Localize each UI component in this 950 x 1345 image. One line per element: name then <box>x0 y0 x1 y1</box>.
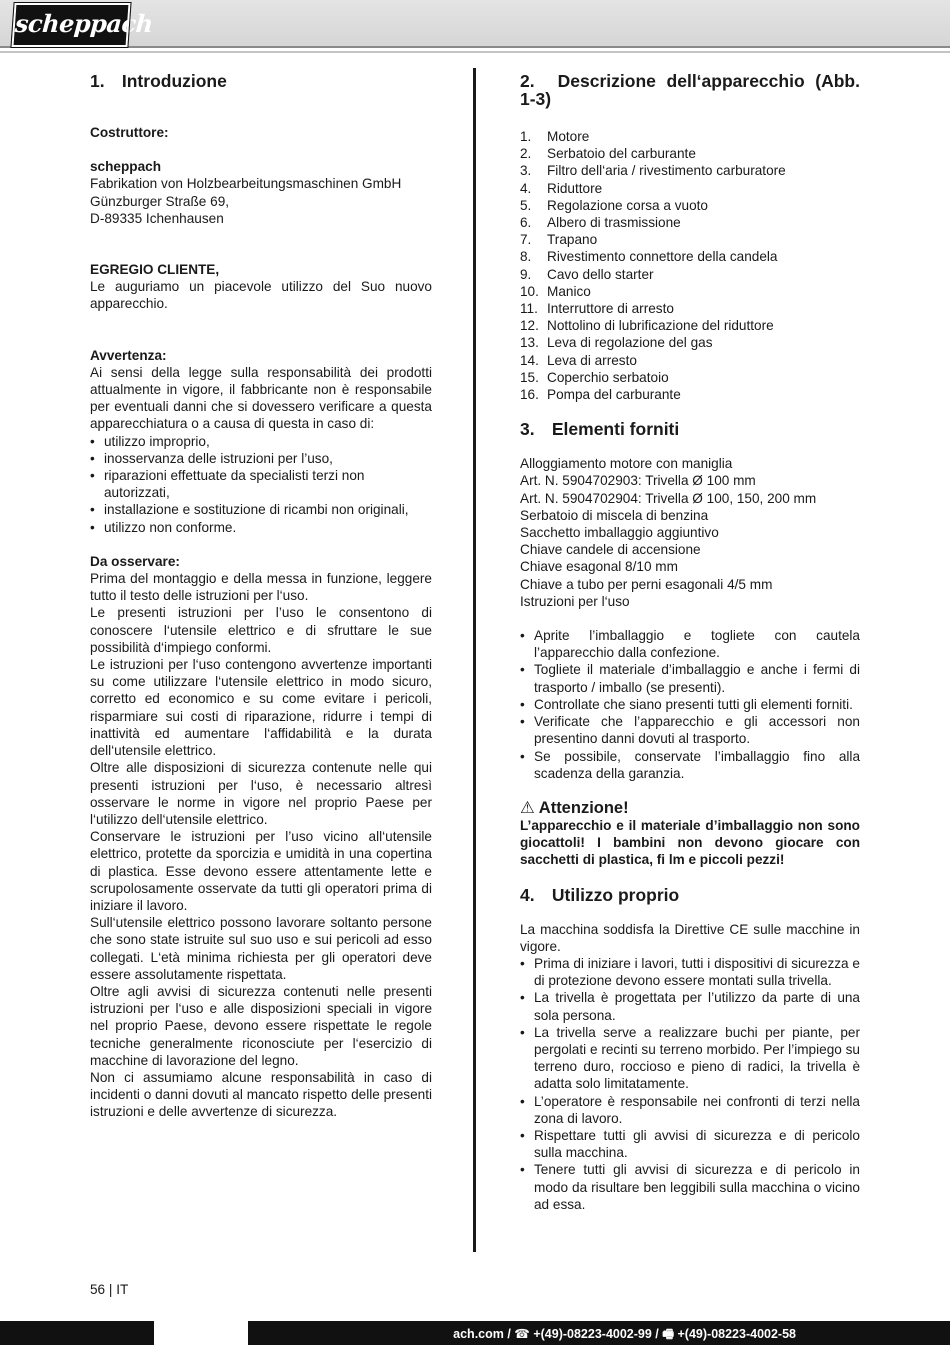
right-column <box>520 72 860 1213</box>
manufacturer-label: Costruttore: <box>90 125 169 140</box>
item-number: 3. <box>520 163 532 179</box>
section-number: 1. <box>90 71 105 91</box>
section-number: 3. <box>520 419 535 440</box>
section-introduction-heading <box>90 72 432 90</box>
warning-list <box>90 433 432 536</box>
list-item <box>520 386 860 403</box>
dear-customer-text: Le auguriamo un piacevole utilizzo del Suo nuovo apparecchio. <box>90 279 432 312</box>
observe-paragraph: Non ci assumiamo alcune responsabilità in caso di incidenti o danni dovuti al mancato rispetto delle presenti istruzioni e delle avvertenze di sicurezza. <box>90 1069 432 1120</box>
observe-paragraph: Prima del montaggio e della messa in funzione, leggere tutto il testo delle istruzioni per l‘uso. <box>90 571 432 604</box>
item-label: Rivestimento connettore della candela <box>547 249 778 265</box>
list-item <box>520 248 860 265</box>
item-label: Pompa del carburante <box>547 387 681 403</box>
section-description-heading <box>520 72 860 108</box>
item-label: Nottolino di lubrificazione del riduttore <box>547 318 774 334</box>
list-item: • L’operatore è responsabile nei confronti di terzi nella zona di lavoro. <box>520 1093 860 1127</box>
address-line: Günzburger Straße 69, <box>90 193 230 209</box>
list-item <box>520 162 860 179</box>
item-label: Interruttore di arresto <box>547 301 674 317</box>
left-column <box>90 72 432 1121</box>
item-number: 15. <box>520 369 539 385</box>
item-label: Coperchio serbatoio <box>547 369 669 385</box>
list-item: • Togliete il materiale d’imballaggio e anche i fermi di trasporto / imballo (se presenti). <box>520 661 860 695</box>
item-label: Regolazione corsa a vuoto <box>547 197 708 213</box>
list-item <box>520 145 860 162</box>
attention-text: L’apparecchio e il materiale d’imballaggio non sono giocattoli! I bambini non devono giocare con sacchetti di plastica, fi lm e piccoli pezzi! <box>520 817 860 868</box>
list-item: • riparazioni effettuate da specialisti terzi non autorizzati, <box>90 467 432 501</box>
list-item: • inosservanza delle istruzioni per l’uso, <box>90 450 432 467</box>
item-label: Albero di trasmissione <box>547 215 681 231</box>
supplied-list <box>520 455 860 610</box>
observe-paragraph: Oltre alle disposizioni di sicurezza contenute nelle qui presenti istruzioni per l‘uso, è necessario altresì osservare le norme in vigore nel proprio Paese per l‘utilizzo dell‘utensile elettrico. <box>90 760 432 827</box>
footer-gap <box>154 1321 248 1345</box>
list-item: • Aprite l’imballaggio e togliete con cautela l’apparecchio dalla confezione. <box>520 627 860 661</box>
item-number: 11. <box>520 301 538 317</box>
parts-list <box>520 128 860 403</box>
section-title: Utilizzo proprio <box>551 884 680 905</box>
item-label: Serbatoio del carburante <box>547 146 696 162</box>
list-item: • La trivella serve a realizzare buchi per piante, per pergolati e recinti su terreno morbido. Per l’impiego su terreno duro, roccioso e pieno di radici, la trivella è adatta solo limitatamente. <box>520 1024 860 1093</box>
section-title: Introduzione <box>121 71 227 91</box>
item-number: 12. <box>520 318 539 334</box>
item-number: 5. <box>520 197 532 213</box>
use-list <box>520 955 860 1213</box>
list-item: Chiave a tubo per perni esagonali 4/5 mm <box>520 576 773 592</box>
item-number: 1. <box>520 129 532 144</box>
item-number: 9. <box>520 266 532 282</box>
item-label: Leva di regolazione del gas <box>547 335 713 351</box>
list-item: Sacchetto imballaggio aggiuntivo <box>520 525 719 541</box>
attention-heading <box>520 799 860 817</box>
warning-label: Avvertenza: <box>90 347 167 363</box>
list-item <box>520 197 860 214</box>
address-line: D-89335 Ichenhausen <box>90 210 224 226</box>
section-number: 2. <box>520 71 535 91</box>
list-item: • La trivella è progettata per l’utilizzo da parte di una sola persona. <box>520 989 860 1023</box>
list-item: • Se possibile, conservate l’imballaggio fino alla scadenza della garanzia. <box>520 748 860 782</box>
item-label: Motore <box>547 129 590 144</box>
list-item <box>520 180 860 197</box>
list-item: • Prima di iniziare i lavori, tutti i dispositivi di sicurezza e di protezione devono essere montati sulla trivella. <box>520 955 860 989</box>
list-item <box>520 231 860 248</box>
company-name: scheppach <box>90 159 162 175</box>
list-item: • Rispettare tutti gli avvisi di sicurezza e di pericolo sulla macchina. <box>520 1127 860 1161</box>
list-item: • Tenere tutti gli avvisi di sicurezza e di pericolo in modo da risultare ben leggibili sulla macchina o vicino ad essa. <box>520 1161 860 1213</box>
item-number: 14. <box>520 352 539 368</box>
item-number: 2. <box>520 146 532 162</box>
list-item <box>520 369 860 386</box>
list-item <box>520 300 860 317</box>
item-number: 10. <box>520 283 539 299</box>
section-supplied-heading <box>520 420 860 438</box>
observe-paragraph: Oltre agli avvisi di sicurezza contenuti nelle presenti istruzioni per l‘uso e alle disposizioni speciali in vigore nel proprio Paese, devono essere rispettate le regole tecniche generalmente riconosciute per l‘esercizio di macchine di lavorazione del legno. <box>90 983 432 1068</box>
item-number: 16. <box>520 387 539 403</box>
list-item: Art. N. 5904702904: Trivella Ø 100, 150, 200 mm <box>520 490 817 506</box>
list-item <box>520 283 860 300</box>
warning-text: Ai sensi della legge sulla responsabilità dei prodotti attualmente in vigore, il fabbricante non è responsabile per eventuali danni che si dovessero verificare a questa apparecchiatura o a causa di questa in caso di: <box>90 364 432 432</box>
page-number: 56 | IT <box>90 1282 129 1297</box>
list-item <box>520 214 860 231</box>
use-intro: La macchina soddisfa la Direttive CE sulle macchine in vigore. <box>520 921 860 954</box>
list-item: Alloggiamento motore con maniglia <box>520 456 733 472</box>
item-number: 7. <box>520 232 532 248</box>
list-item: • Controllate che siano presenti tutti gli elementi forniti. <box>520 696 860 713</box>
list-item <box>520 317 860 334</box>
item-label: Trapano <box>547 232 598 248</box>
item-number: 8. <box>520 249 532 265</box>
observe-paragraph: Le istruzioni per l‘uso contengono avvertenze importanti su come utilizzare l‘utensile elettrico in modo sicuro, corretto ed economico e su come evitare i pericoli, risparmiare sui costi di riparazione, ridurre i tempi di inattività ed aumentare l‘affidabilità e la durata dell‘utensile elettrico. <box>90 657 432 759</box>
item-label: Manico <box>547 283 591 299</box>
list-item: • utilizzo improprio, <box>90 433 432 450</box>
header-divider <box>0 51 950 53</box>
address-line: Fabrikation von Holzbearbeitungsmaschinen GmbH <box>90 176 402 192</box>
list-item <box>520 128 860 145</box>
item-label: Riduttore <box>547 180 603 196</box>
item-label: Filtro dell‘aria / rivestimento carburatore <box>547 163 786 179</box>
list-item: • Verificate che l’apparecchio e gli accessori non presentino danni dovuti al trasporto. <box>520 713 860 747</box>
dear-customer-heading: EGREGIO CLIENTE, <box>90 262 220 278</box>
list-item: Istruzioni per l‘uso <box>520 593 630 609</box>
section-title: Descrizione dell‘apparecchio (Abb. 1-3) <box>520 71 860 109</box>
observe-paragraph: Sull‘utensile elettrico possono lavorare soltanto persone che sono state istruite sul suo uso e sui pericoli ad esso collegati. L‘età minima richiesta per gli operatori deve essere assolutamente rispettata. <box>90 915 432 982</box>
observe-paragraph: Le presenti istruzioni per l’uso le consentono di conoscere l‘utensile elettrico e di sfruttare le sue possibilità d‘impiego conformi. <box>90 605 432 655</box>
list-item: • utilizzo non conforme. <box>90 519 432 536</box>
section-use-heading <box>520 886 860 904</box>
item-number: 6. <box>520 215 532 231</box>
footer-contact: ach.com / ☎ +(49)-08223-4002-99 / 🖷 +(49)-08223-4002-58 <box>453 1327 796 1341</box>
item-number: 4. <box>520 180 532 196</box>
warning-icon: ⚠ <box>520 798 535 817</box>
list-item: Serbatoio di miscela di benzina <box>520 507 709 523</box>
list-item <box>520 266 860 283</box>
item-label: Leva di arresto <box>547 352 637 368</box>
list-item: Chiave candele di accensione <box>520 542 701 558</box>
observe-label: Da osservare: <box>90 553 180 569</box>
section-title: Elementi forniti <box>551 419 680 440</box>
list-item <box>520 352 860 369</box>
list-item: • installazione e sostituzione di ricambi non originali, <box>90 501 432 518</box>
scheppach-logo: scheppach <box>11 3 130 47</box>
item-label: Cavo dello starter <box>547 266 654 282</box>
observe-paragraph: Conservare le istruzioni per l’uso vicino all‘utensile elettrico, protette da sporcizia e umidità in una copertina di plastica. Esse devono essere attentamente lette e scrupolosamente osservate da tutti gli operatori prima di iniziare il lavoro. <box>90 829 432 913</box>
list-item: Chiave esagonal 8/10 mm <box>520 559 678 575</box>
unpacking-list <box>520 627 860 782</box>
item-number: 13. <box>520 335 539 351</box>
attention-title: Attenzione! <box>538 798 629 817</box>
section-number: 4. <box>520 884 535 905</box>
list-item <box>520 334 860 351</box>
column-divider <box>473 68 476 1252</box>
list-item: Art. N. 5904702903: Trivella Ø 100 mm <box>520 473 756 489</box>
